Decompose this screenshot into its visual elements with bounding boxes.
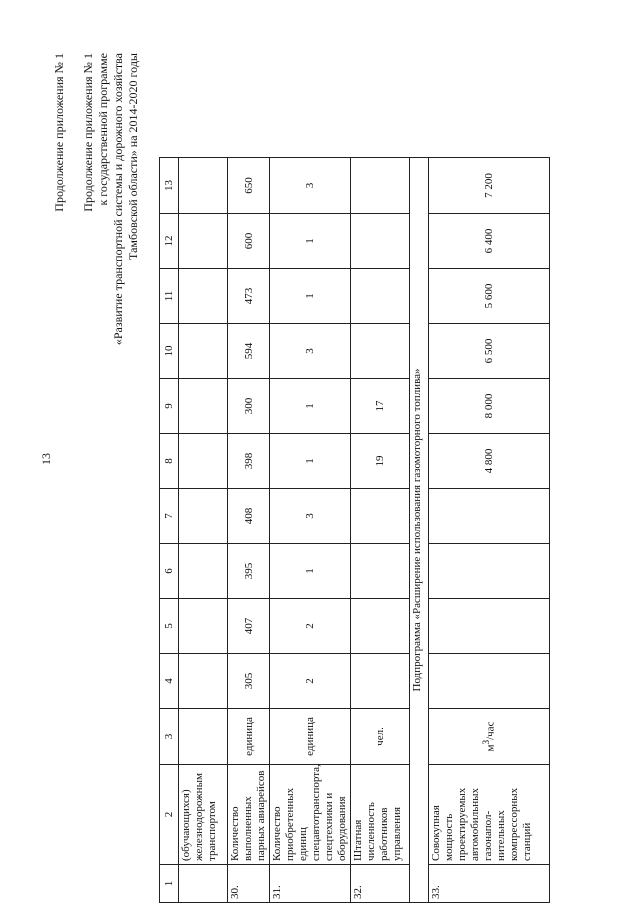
value-cell: [179, 599, 228, 654]
appendix-line: «Развитие транспортной системы и дорожного хозяйства: [111, 53, 125, 346]
column-header: 11: [160, 269, 179, 324]
value-cell: 1: [270, 269, 351, 324]
value-cell: 594: [228, 324, 270, 379]
value-cell: [179, 158, 228, 214]
unit-base: м: [484, 744, 497, 752]
column-header: 5: [160, 599, 179, 654]
table-row: [270, 158, 351, 903]
value-cell: 7 200: [429, 158, 550, 214]
value-cell: 398: [228, 434, 270, 489]
appendix-line: Тамбовской области» на 2014-2020 годы: [126, 53, 140, 260]
value-cell: 2: [270, 654, 351, 709]
value-cell: [351, 544, 410, 599]
value-cell: [179, 654, 228, 709]
value-cell: [351, 158, 410, 214]
column-header: 4: [160, 654, 179, 709]
value-cell: [179, 434, 228, 489]
unit: единица: [270, 709, 351, 765]
subprogram-row: [410, 158, 429, 903]
column-header: 8: [160, 434, 179, 489]
value-cell: 2: [270, 599, 351, 654]
indicator-name: Количество выполненных парных авиарейсов: [228, 765, 270, 865]
value-cell: 650: [228, 158, 270, 214]
column-header: 10: [160, 324, 179, 379]
unit: единица: [228, 709, 270, 765]
value-cell: 6 400: [429, 214, 550, 269]
unit-rest: /час: [484, 721, 497, 740]
indicator-name: (обучающихся) железнодорожным транспортом: [179, 765, 228, 865]
table-header-row: [160, 158, 179, 903]
value-cell: [179, 269, 228, 324]
value-cell: 300: [228, 379, 270, 434]
value-cell: [351, 214, 410, 269]
value-cell: [429, 544, 550, 599]
column-header: 13: [160, 158, 179, 214]
value-cell: 1: [270, 434, 351, 489]
table-row: [179, 158, 228, 903]
value-cell: [351, 489, 410, 544]
row-number: 32.: [351, 865, 410, 903]
unit: чел.: [351, 709, 410, 765]
value-cell: 1: [270, 214, 351, 269]
column-header: 3: [160, 709, 179, 765]
value-cell: [351, 324, 410, 379]
value-cell: 1: [270, 379, 351, 434]
appendix-header: [81, 53, 141, 483]
value-cell: [429, 654, 550, 709]
value-cell: 19: [351, 434, 410, 489]
value-cell: 3: [270, 489, 351, 544]
value-cell: 3: [270, 158, 351, 214]
row-number: [179, 865, 228, 903]
column-header: 9: [160, 379, 179, 434]
value-cell: 8 000: [429, 379, 550, 434]
column-header: 6: [160, 544, 179, 599]
document-page: [3, 3, 637, 903]
row-number: 30.: [228, 865, 270, 903]
page-number: 13: [39, 453, 53, 465]
value-cell: [351, 599, 410, 654]
indicator-name: Штатная численность работников управления: [351, 765, 410, 865]
value-cell: [179, 544, 228, 599]
subprogram-title: Подпрограмма «Расширение использования газомоторного топлива»: [410, 158, 429, 903]
value-cell: [179, 379, 228, 434]
value-cell: [351, 269, 410, 324]
indicator-name: Совокупная мощность проектируемых автомобильных газонапол-нительных компрессорных станций: [429, 765, 550, 865]
value-cell: [179, 324, 228, 379]
continuation-note: Продолжение приложения № 1: [52, 53, 66, 212]
value-cell: 1: [270, 544, 351, 599]
value-cell: 395: [228, 544, 270, 599]
value-cell: 4 800: [429, 434, 550, 489]
appendix-line: к государственной программе: [96, 53, 110, 206]
value-cell: [179, 214, 228, 269]
value-cell: [179, 489, 228, 544]
row-number: 31.: [270, 865, 351, 903]
indicator-name: Количество приобретенных единиц спецавтотранспорта, спецтехники и оборудования: [270, 765, 351, 865]
value-cell: 17: [351, 379, 410, 434]
table-row: [228, 158, 270, 903]
value-cell: 5 600: [429, 269, 550, 324]
column-header: 7: [160, 489, 179, 544]
value-cell: 6 500: [429, 324, 550, 379]
indicators-table: [159, 157, 550, 903]
column-header: 2: [160, 765, 179, 865]
value-cell: 3: [270, 324, 351, 379]
table-row: [351, 158, 410, 903]
table-row: [429, 158, 550, 903]
unit-superscript: 3: [481, 739, 492, 745]
column-header: 1: [160, 865, 179, 903]
value-cell: 600: [228, 214, 270, 269]
unit: [429, 709, 550, 765]
value-cell: 473: [228, 269, 270, 324]
value-cell: [429, 489, 550, 544]
unit: [179, 709, 228, 765]
value-cell: 407: [228, 599, 270, 654]
value-cell: [429, 599, 550, 654]
column-header: 12: [160, 214, 179, 269]
value-cell: 408: [228, 489, 270, 544]
value-cell: 305: [228, 654, 270, 709]
appendix-line: Продолжение приложения № 1: [81, 53, 95, 212]
value-cell: [351, 654, 410, 709]
row-number: 33.: [429, 865, 550, 903]
